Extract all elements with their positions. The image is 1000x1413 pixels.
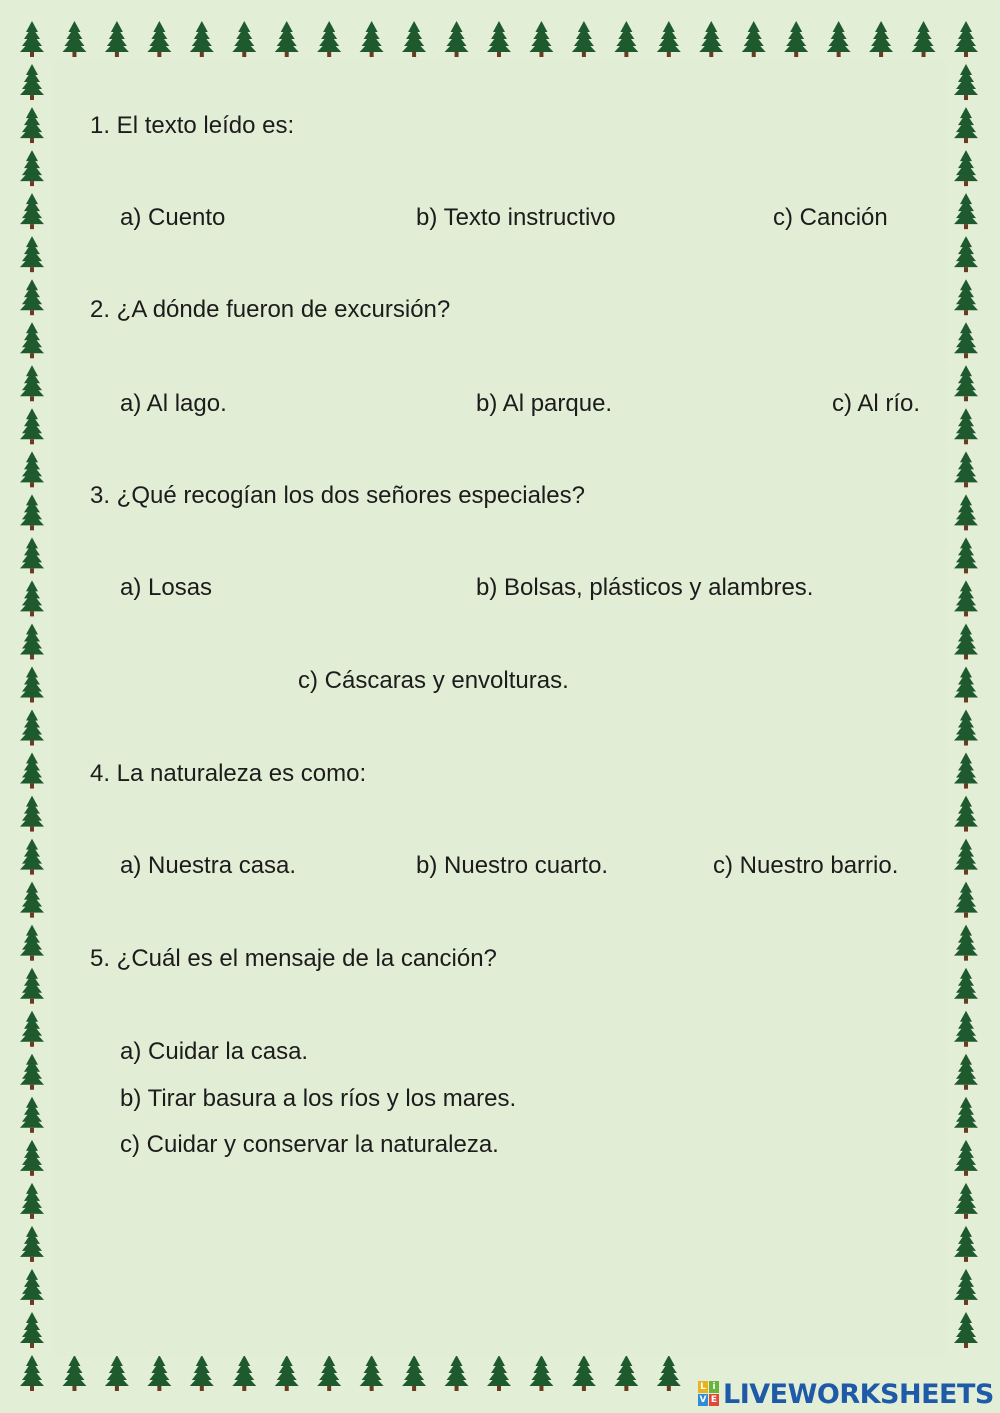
pine-tree-icon [869, 21, 893, 57]
pine-tree-icon [20, 925, 44, 961]
pine-tree-icon [20, 21, 44, 57]
pine-tree-icon [20, 623, 44, 659]
pine-tree-icon [954, 1312, 978, 1348]
pine-tree-icon [190, 21, 214, 57]
pine-tree-icon [20, 150, 44, 186]
question-2-prompt: 2. ¿A dónde fueron de excursión? [90, 296, 451, 323]
pine-tree-icon [20, 1097, 44, 1133]
pine-tree-icon [954, 1011, 978, 1047]
pine-tree-icon [20, 64, 44, 100]
pine-tree-icon [20, 365, 44, 401]
question-1-option-a[interactable]: a) Cuento [120, 204, 226, 231]
pine-tree-icon [147, 1355, 171, 1391]
pine-tree-icon [20, 666, 44, 702]
pine-tree-icon [20, 796, 44, 832]
pine-tree-icon [62, 1355, 86, 1391]
pine-tree-icon [572, 21, 596, 57]
pine-tree-icon [317, 21, 341, 57]
pine-tree-icon [275, 1355, 299, 1391]
pine-tree-icon [147, 21, 171, 57]
pine-tree-icon [232, 21, 256, 57]
pine-tree-icon [62, 21, 86, 57]
question-3-prompt: 3. ¿Qué recogían los dos señores especiales? [90, 482, 585, 509]
pine-tree-icon [20, 107, 44, 143]
pine-tree-icon [20, 236, 44, 272]
question-5-prompt: 5. ¿Cuál es el mensaje de la canción? [90, 945, 497, 972]
question-2-option-c[interactable]: c) Al río. [832, 390, 921, 417]
question-4-prompt: 4. La naturaleza es como: [90, 760, 367, 787]
pine-tree-icon [20, 193, 44, 229]
pine-tree-icon [954, 537, 978, 573]
pine-tree-icon [954, 193, 978, 229]
pine-tree-icon [232, 1355, 256, 1391]
question-1-prompt: 1. El texto leído es: [90, 112, 295, 139]
pine-tree-icon [954, 753, 978, 789]
pine-tree-icon [954, 1140, 978, 1176]
pine-tree-icon [954, 21, 978, 57]
pine-tree-icon [20, 537, 44, 573]
pine-tree-icon [529, 1355, 553, 1391]
pine-tree-icon [572, 1355, 596, 1391]
pine-tree-icon [445, 1355, 469, 1391]
pine-tree-icon [402, 21, 426, 57]
question-2-option-b[interactable]: b) Al parque. [476, 390, 613, 417]
question-1-option-b[interactable]: b) Texto instructivo [416, 204, 616, 231]
pine-tree-icon [954, 796, 978, 832]
pine-tree-icon [954, 580, 978, 616]
pine-tree-icon [275, 21, 299, 57]
question-3-option-a[interactable]: a) Losas [120, 574, 213, 601]
liveworksheets-logo[interactable] [698, 1378, 994, 1410]
pine-tree-icon [20, 408, 44, 444]
question-5-option-b[interactable]: b) Tirar basura a los ríos y los mares. [120, 1085, 517, 1112]
pine-tree-icon [954, 882, 978, 918]
pine-tree-icon [954, 925, 978, 961]
question-4-option-b[interactable]: b) Nuestro cuarto. [416, 852, 609, 879]
pine-tree-icon [445, 21, 469, 57]
pine-tree-icon [784, 21, 808, 57]
pine-tree-icon [20, 1269, 44, 1305]
logo-text: LIVEWORKSHEETS [723, 1378, 994, 1410]
pine-tree-icon [20, 322, 44, 358]
pine-tree-icon [954, 322, 978, 358]
pine-tree-icon [614, 1355, 638, 1391]
pine-tree-icon [20, 1183, 44, 1219]
logo-mark-letter-l: L [698, 1381, 708, 1393]
pine-tree-icon [360, 1355, 384, 1391]
pine-tree-icon [954, 968, 978, 1004]
pine-tree-icon [487, 1355, 511, 1391]
logo-mark-letter-e: E [710, 1395, 718, 1405]
pine-tree-icon [20, 1054, 44, 1090]
pine-tree-icon [827, 21, 851, 57]
pine-tree-icon [105, 1355, 129, 1391]
pine-tree-icon [657, 1355, 681, 1391]
pine-tree-icon [20, 1011, 44, 1047]
question-1-option-c[interactable]: c) Canción [773, 204, 888, 231]
question-3-option-b[interactable]: b) Bolsas, plásticos y alambres. [476, 574, 814, 601]
question-4-option-c[interactable]: c) Nuestro barrio. [713, 852, 899, 879]
pine-tree-icon [20, 451, 44, 487]
question-2-option-a[interactable]: a) Al lago. [120, 390, 227, 417]
pine-tree-icon [190, 1355, 214, 1391]
pine-tree-icon [317, 1355, 341, 1391]
pine-tree-icon [20, 580, 44, 616]
pine-tree-icon [20, 1355, 44, 1391]
pine-tree-icon [20, 968, 44, 1004]
pine-tree-icon [954, 1183, 978, 1219]
pine-tree-icon [954, 1269, 978, 1305]
pine-tree-icon [20, 279, 44, 315]
question-3-option-c[interactable]: c) Cáscaras y envolturas. [298, 667, 569, 694]
pine-tree-icon [614, 21, 638, 57]
pine-tree-icon [699, 21, 723, 57]
pine-tree-icon [20, 1140, 44, 1176]
pine-tree-icon [954, 623, 978, 659]
pine-tree-icon [954, 408, 978, 444]
question-4-option-a[interactable]: a) Nuestra casa. [120, 852, 297, 879]
pine-tree-icon [402, 1355, 426, 1391]
logo-mark-letter-v: V [699, 1395, 707, 1405]
pine-tree-icon [20, 1226, 44, 1262]
pine-tree-icon [954, 710, 978, 746]
pine-tree-icon [657, 21, 681, 57]
pine-tree-icon [954, 451, 978, 487]
question-5-option-a[interactable]: a) Cuidar la casa. [120, 1038, 309, 1065]
liveworksheets-mark-icon [698, 1381, 720, 1407]
pine-tree-icon [20, 1312, 44, 1348]
pine-tree-icon [529, 21, 553, 57]
pine-tree-icon [954, 494, 978, 530]
pine-tree-icon [954, 1097, 978, 1133]
pine-tree-icon [954, 64, 978, 100]
pine-tree-icon [954, 365, 978, 401]
pine-tree-icon [360, 21, 384, 57]
pine-tree-icon [954, 279, 978, 315]
pine-tree-icon [20, 710, 44, 746]
pine-tree-icon [954, 1226, 978, 1262]
pine-tree-icon [742, 21, 766, 57]
pine-tree-icon [20, 882, 44, 918]
worksheet-panel [54, 60, 946, 1356]
pine-tree-icon [487, 21, 511, 57]
pine-tree-icon [20, 494, 44, 530]
pine-tree-icon [954, 666, 978, 702]
pine-tree-icon [912, 21, 936, 57]
logo-mark-letter-i: i [709, 1381, 719, 1393]
pine-tree-icon [105, 21, 129, 57]
pine-tree-icon [954, 1054, 978, 1090]
pine-tree-icon [954, 107, 978, 143]
pine-tree-icon [954, 839, 978, 875]
pine-tree-icon [20, 839, 44, 875]
question-5-option-c[interactable]: c) Cuidar y conservar la naturaleza. [120, 1131, 499, 1158]
pine-tree-icon [954, 150, 978, 186]
pine-tree-icon [954, 236, 978, 272]
pine-tree-icon [20, 753, 44, 789]
